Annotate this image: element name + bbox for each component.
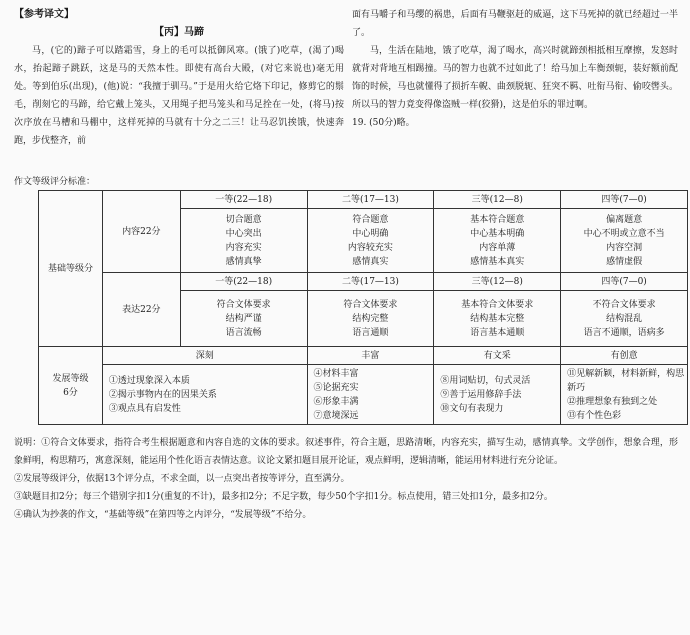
- development-item: ①透过现象深入本质: [108, 375, 190, 386]
- note-2: ②发展等级评分，依据13个评分点，不求全面，以一点突出者按等评分，直至满分。: [14, 474, 350, 484]
- expression-desc-line: 符合文体要求: [216, 299, 271, 310]
- development-item: ⑦意境深远: [313, 410, 359, 421]
- development-item: ⑫推理想象有独到之处: [567, 396, 658, 407]
- expression-grade-4: 四等(7—0): [561, 273, 688, 291]
- content-desc-line: 切合题意: [225, 214, 262, 225]
- translation-title: 【丙】马蹄: [154, 27, 204, 38]
- expression-grade-2: 二等(17—13): [307, 273, 434, 291]
- content-grade-1: 一等(22—18): [180, 191, 307, 209]
- expression-desc-line: 语言基本通顺: [470, 327, 525, 338]
- expression-grade-3: 三等(12—8): [434, 273, 561, 291]
- development-items-rich: [307, 365, 434, 425]
- content-desc-line: 中心突出: [225, 228, 262, 239]
- development-item: ⑥形象丰满: [313, 396, 359, 407]
- rubric-notes: [14, 434, 678, 524]
- development-item: ⑪见解新颖，材料新鲜，构思新巧: [567, 368, 685, 393]
- development-header-creative: 有创意: [561, 347, 688, 365]
- content-grade-4: 四等(7—0): [561, 191, 688, 209]
- development-header-deep: 深刻: [102, 347, 307, 365]
- development-items-deep: [102, 365, 307, 425]
- expression-desc-4: [561, 291, 688, 347]
- note-1: 说明：①符合文体要求，指符合考生根据题意和内容自选的文体的要求。叙述事件，符合主题，思路清晰，内容充实，描写生动，感情真挚。文学创作，想象合理，形象鲜明，构思精巧，寓意深刻，能运用个性化语言表情达意。议论文紧扣题目展开论证，观点鲜明，逻辑清晰，能运用材料进行充分论证。: [14, 438, 678, 466]
- content-desc-line: 内容单薄: [479, 242, 516, 253]
- content-grade-2: 二等(17—13): [307, 191, 434, 209]
- content-desc-4: [561, 209, 688, 273]
- content-desc-line: 感情虚假: [606, 256, 643, 267]
- development-item: ⑬有个性色彩: [567, 410, 622, 421]
- development-items-row: [39, 365, 688, 425]
- translation-header: 【参考译文】: [14, 9, 74, 20]
- content-desc-line: 内容充实: [225, 242, 262, 253]
- content-desc-3: [434, 209, 561, 273]
- expression-desc-line: 结构严谨: [225, 313, 262, 324]
- content-desc-line: 中心基本明确: [470, 228, 525, 239]
- note-4: ④确认为抄袭的作文，“基础等级”在第四等之内评分，“发展等级”不给分。: [14, 510, 312, 520]
- content-desc-line: 内容较充实: [347, 242, 393, 253]
- basic-level-label: 基础等级分: [39, 191, 103, 347]
- development-item: ⑧用词贴切，句式灵活: [440, 375, 531, 386]
- expression-desc-line: 结构基本完整: [470, 313, 525, 324]
- expression-desc-line: 结构完整: [352, 313, 389, 324]
- expression-desc-line: 符合文体要求: [343, 299, 398, 310]
- development-header-row: [39, 347, 688, 365]
- content-desc-line: 感情基本真实: [470, 256, 525, 267]
- question-19-answer: 19. (50分)略。: [352, 118, 415, 128]
- note-3: ③缺题目扣2分；每三个错别字扣1分(重复的不计)，最多扣2分；不足字数，每少50个字扣1分。标点使用，错三处扣1分，最多扣2分。: [14, 492, 553, 502]
- translation-paragraph-3: 马，生活在陆地，饿了吃草，渴了喝水，高兴时就蹄颈相抵相互摩擦，发怒时就背对背地互相踢撞。马的智力也就不过如此了！给马加上车衡颈轭，装好额前配饰的时候，马也就懂得了损折车輗、曲颈脱轭、狂突不羁、吐衔马衔、偷咬辔头。所以马的智力竟变得像盗贼一样(狡猾)，这是伯乐的罪过啊。: [352, 46, 678, 110]
- expression-label: 表达22分: [102, 273, 180, 347]
- content-desc-line: 感情真实: [352, 256, 389, 267]
- development-item: ⑩文句有表现力: [440, 403, 504, 414]
- development-header-rich: 丰富: [307, 347, 434, 365]
- expression-grade-1: 一等(22—18): [180, 273, 307, 291]
- content-desc-line: 感情真挚: [225, 256, 262, 267]
- expression-desc-line: 不符合文体要求: [592, 299, 656, 310]
- expression-desc-line: 结构混乱: [606, 313, 643, 324]
- expression-desc-1: [180, 291, 307, 347]
- expression-desc-line: 语言流畅: [225, 327, 262, 338]
- development-header-literary: 有文采: [434, 347, 561, 365]
- development-item: ④材料丰富: [313, 368, 359, 379]
- translation-left-column: [14, 6, 344, 150]
- content-desc-line: 偏离题意: [606, 214, 643, 225]
- content-desc-line: 中心不明或立意不当: [583, 228, 665, 239]
- development-level-label: 发展等级 6分: [39, 347, 103, 425]
- expression-desc-line: 语言不通顺，语病多: [583, 327, 665, 338]
- content-desc-line: 内容空洞: [606, 242, 643, 253]
- expression-grade-header-row: [39, 273, 688, 291]
- development-items-literary: [434, 365, 561, 425]
- development-item: ②揭示事物内在的因果关系: [108, 389, 217, 400]
- content-desc-2: [307, 209, 434, 273]
- development-item: ⑨善于运用修辞手法: [440, 389, 522, 400]
- translation-right-column: [352, 6, 678, 132]
- content-desc-line: 符合题意: [352, 214, 389, 225]
- content-desc-line: 中心明确: [352, 228, 389, 239]
- expression-desc-2: [307, 291, 434, 347]
- expression-desc-3: [434, 291, 561, 347]
- translation-paragraph-2: 面有马嚼子和马缨的祸患，后面有马鞭驱赶的威逼，这下马死掉的就已经超过一半了。: [352, 10, 678, 38]
- development-items-creative: [561, 365, 688, 425]
- development-item: ③观点具有启发性: [108, 403, 181, 414]
- content-desc-1: [180, 209, 307, 273]
- expression-desc-line: 基本符合文体要求: [461, 299, 534, 310]
- essay-rubric-table: [38, 190, 688, 425]
- translation-paragraph-1: 马，(它的)蹄子可以踏霜雪，身上的毛可以抵御风寒。(饿了)吃草，(渴了)喝水，抬起蹄子跳跃，这是马的天然本性。即使有高台大殿，(对它来说也)毫无用处。等到伯乐(出现)，(他)说：“我擅于驯马。”于是用火给它烙下印记，修剪它的鬃毛，削刻它的马蹄，给它戴上笼头，又用绳子把马笼头和马足拴在一处，(将马)按次序放在马槽和马棚中，这样死掉的马就有十分之二三！让马忍饥挨饿，快速奔跑，步伐整齐，前: [14, 46, 344, 146]
- rubric-title: 作文等级评分标准：: [14, 177, 96, 187]
- content-label: 内容22分: [102, 191, 180, 273]
- content-desc-line: 基本符合题意: [470, 214, 525, 225]
- expression-desc-line: 语言通顺: [352, 327, 389, 338]
- content-grade-3: 三等(12—8): [434, 191, 561, 209]
- development-item: ⑤论据充实: [313, 382, 359, 393]
- content-grade-header-row: [39, 191, 688, 209]
